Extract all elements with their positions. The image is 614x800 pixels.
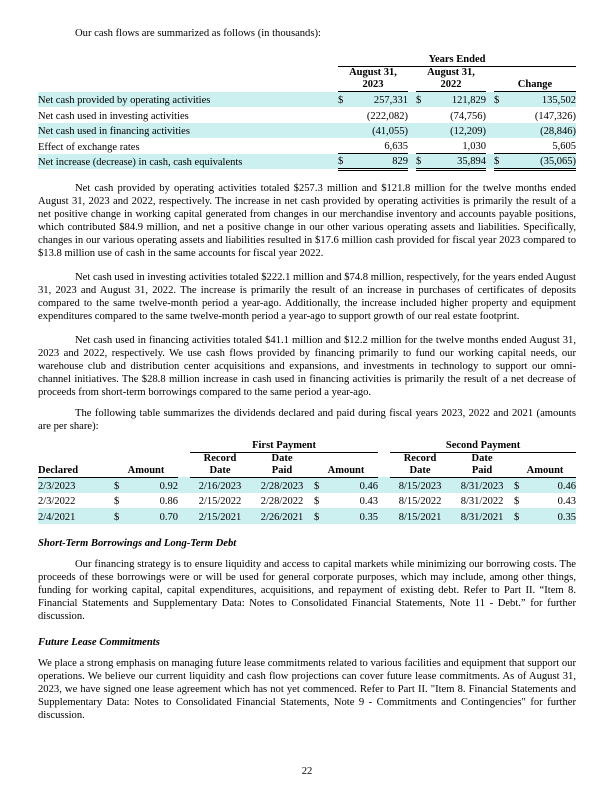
- value-2022: 121,829: [432, 92, 486, 108]
- value-2023: (222,082): [366, 110, 408, 122]
- short-term-borrowings-paragraph: Our financing strategy is to ensure liquidity and access to capital markets while minimizing our borrowing costs. The proceeds of these borrowings were or will be used for general corporate purposes, which may include, among other things, funding for working capital, capital expenditures, acquisitions, and repayment of existing debt. Refer to Part II. “Item 8. Financial Statements and Supplementary Data: Notes to Consolidated Financial Statements, Note 11 - Debt.” for further discussion.: [38, 558, 576, 622]
- cashflow-table: [38, 54, 576, 171]
- first-record-date: 2/16/2023: [190, 477, 250, 493]
- dollar-sign: $: [416, 92, 432, 108]
- table-row: [38, 123, 576, 139]
- value-2022: (74,756): [450, 110, 486, 122]
- amount-header: Amount: [314, 452, 378, 477]
- financing-activities-paragraph: Net cash used in financing activities totaled $41.1 million and $12.2 million for the twelve months ended August 31, 2023 and 2022, respectively. We use cash flows provided by financing primarily to fund our working capital needs, our warehouse club and distribution center acquisitions and expansions, and investments in technology to support our omni-channel initiatives. The $28.8 million increase in cash used in financing activities is primarily the result of a net decrease of proceeds from short-term borrowings compared to the same period a year-ago.: [38, 334, 576, 398]
- column-header-2022: August 31, 2022: [416, 67, 486, 92]
- record-date-header: Record Date: [190, 452, 250, 477]
- section-heading-future-lease: Future Lease Commitments: [38, 636, 160, 648]
- dollar-sign: $: [314, 477, 330, 493]
- value-2022: 1,030: [432, 138, 486, 154]
- second-record-date: 8/15/2023: [390, 477, 450, 493]
- table-row: [38, 138, 576, 154]
- column-header-change: Change: [494, 67, 576, 92]
- page-number: 22: [301, 766, 313, 777]
- value-2023: 829: [354, 154, 408, 170]
- record-date-header: Record Date: [390, 452, 450, 477]
- second-date-paid: 8/31/2023: [450, 477, 514, 493]
- declared-date: 2/3/2023: [38, 477, 114, 493]
- value-2023: 6,635: [354, 138, 408, 154]
- dollar-sign: $: [514, 508, 530, 524]
- declared-amount: 0.70: [130, 508, 178, 524]
- first-date-paid: 2/28/2023: [250, 477, 314, 493]
- declared-header: Declared: [38, 452, 114, 477]
- dollar-sign: $: [314, 496, 320, 507]
- dollar-sign: $: [114, 477, 130, 493]
- dividends-intro-paragraph: The following table summarizes the dividends declared and paid during fiscal years 2023, 2022 and 2021 (amounts are per share):: [38, 407, 576, 432]
- table-row: [38, 508, 576, 524]
- second-amount: 0.43: [557, 496, 577, 507]
- row-label: Net increase (decrease) in cash, cash equivalents: [38, 154, 338, 170]
- dollar-sign: $: [114, 496, 120, 507]
- dollar-sign: $: [416, 154, 432, 170]
- intro-paragraph: Our cash flows are summarized as follows (in thousands):: [75, 28, 321, 39]
- dollar-sign: $: [338, 92, 354, 108]
- table-row: [38, 477, 576, 493]
- value-2022: (12,209): [432, 123, 486, 139]
- dollar-sign: $: [114, 508, 130, 524]
- second-amount: 0.35: [530, 508, 576, 524]
- dollar-sign: $: [514, 477, 530, 493]
- table-row: [38, 107, 576, 123]
- row-label: Net cash used in financing activities: [38, 123, 338, 139]
- value-change: (147,326): [534, 110, 577, 122]
- first-amount: 0.46: [330, 477, 378, 493]
- table-row: [38, 493, 576, 509]
- first-payment-header: First Payment: [190, 440, 378, 453]
- table-row: [38, 154, 576, 170]
- table-row: [38, 92, 576, 108]
- declared-date: 2/3/2022: [38, 496, 76, 507]
- first-record-date: 2/15/2022: [198, 496, 242, 507]
- dollar-sign: $: [494, 154, 510, 170]
- second-record-date: 8/15/2021: [390, 508, 450, 524]
- value-2022: 35,894: [432, 154, 486, 170]
- years-ended-row: [38, 54, 576, 67]
- column-header-row: [38, 452, 576, 477]
- years-ended-header: Years Ended: [338, 54, 576, 67]
- section-heading-short-term-borrowings: Short-Term Borrowings and Long-Term Debt: [38, 537, 237, 549]
- declared-amount: 0.92: [130, 477, 178, 493]
- amount-header: Amount: [114, 452, 178, 477]
- first-amount: 0.35: [330, 508, 378, 524]
- column-header-row: [38, 67, 576, 92]
- amount-header: Amount: [514, 452, 576, 477]
- dollar-sign: $: [514, 496, 520, 507]
- declared-date: 2/4/2021: [38, 508, 114, 524]
- first-record-date: 2/15/2021: [190, 508, 250, 524]
- date-paid-header: Date Paid: [450, 452, 514, 477]
- row-label: Effect of exchange rates: [38, 141, 140, 153]
- date-paid-header: Date Paid: [250, 452, 314, 477]
- second-amount: 0.46: [530, 477, 576, 493]
- value-change: (28,846): [510, 123, 576, 139]
- first-amount: 0.43: [359, 496, 379, 507]
- value-change: (35,065): [510, 154, 576, 170]
- dollar-sign: $: [494, 92, 510, 108]
- first-date-paid: 2/28/2022: [260, 496, 304, 507]
- value-change: 135,502: [510, 92, 576, 108]
- value-change: 5,605: [510, 138, 576, 154]
- value-2023: (41,055): [354, 123, 408, 139]
- second-payment-header: Second Payment: [390, 440, 576, 453]
- second-date-paid: 8/31/2022: [460, 496, 504, 507]
- dividends-table: [38, 440, 576, 524]
- row-label: Net cash provided by operating activities: [38, 92, 338, 108]
- investing-activities-paragraph: Net cash used in investing activities totaled $222.1 million and $74.8 million, respectively, for the years ended August 31, 2023 and August 31, 2022. The increase is primarily the result of an increase in purchases of certificates of deposits compared to the same twelve-month period a year-ago. Additionally, the increase included higher property and equipment expenditures compared to the same twelve-month period a year-ago to support growth of our real estate footprint.: [38, 271, 576, 322]
- declared-amount: 0.86: [159, 496, 178, 507]
- first-date-paid: 2/26/2021: [250, 508, 314, 524]
- future-lease-paragraph: We place a strong emphasis on managing future lease commitments related to various facilities and equipment that support our operations. We believe our current liquidity and cash flow projections can cover future lease commitments. As of August 31, 2023, we have signed one lease agreement which has not yet commenced. Refer to Part II. "Item 8. Financial Statements and Supplementary Data: Notes to Consolidated Financial Statements, Note 9 - Commitments and Contingencies" for further discussion.: [38, 657, 576, 721]
- value-2023: 257,331: [354, 92, 408, 108]
- payment-group-row: [38, 440, 576, 453]
- operating-activities-paragraph: Net cash provided by operating activities totaled $257.3 million and $121.8 million for the twelve months ended August 31, 2023 and 2022, respectively. The increase in net cash provided by operating activities is primarily the result of a net positive change in working capital generated from changes in our merchandise inventory and accounts payable positions, which contributed $84.9 million, and net a positive change in our other various operating assets and liabilities. Specifically, changes in our various operating assets and liabilities resulted in $17.6 million cash provided for fiscal year 2023 compared to $13.8 million use of cash in the same accounts for fiscal year 2022.: [38, 182, 576, 259]
- column-header-2023: August 31, 2023: [338, 67, 408, 92]
- dollar-sign: $: [338, 154, 354, 170]
- row-label: Net cash used in investing activities: [38, 110, 189, 122]
- second-date-paid: 8/31/2021: [450, 508, 514, 524]
- dollar-sign: $: [314, 508, 330, 524]
- second-record-date: 8/15/2022: [398, 496, 442, 507]
